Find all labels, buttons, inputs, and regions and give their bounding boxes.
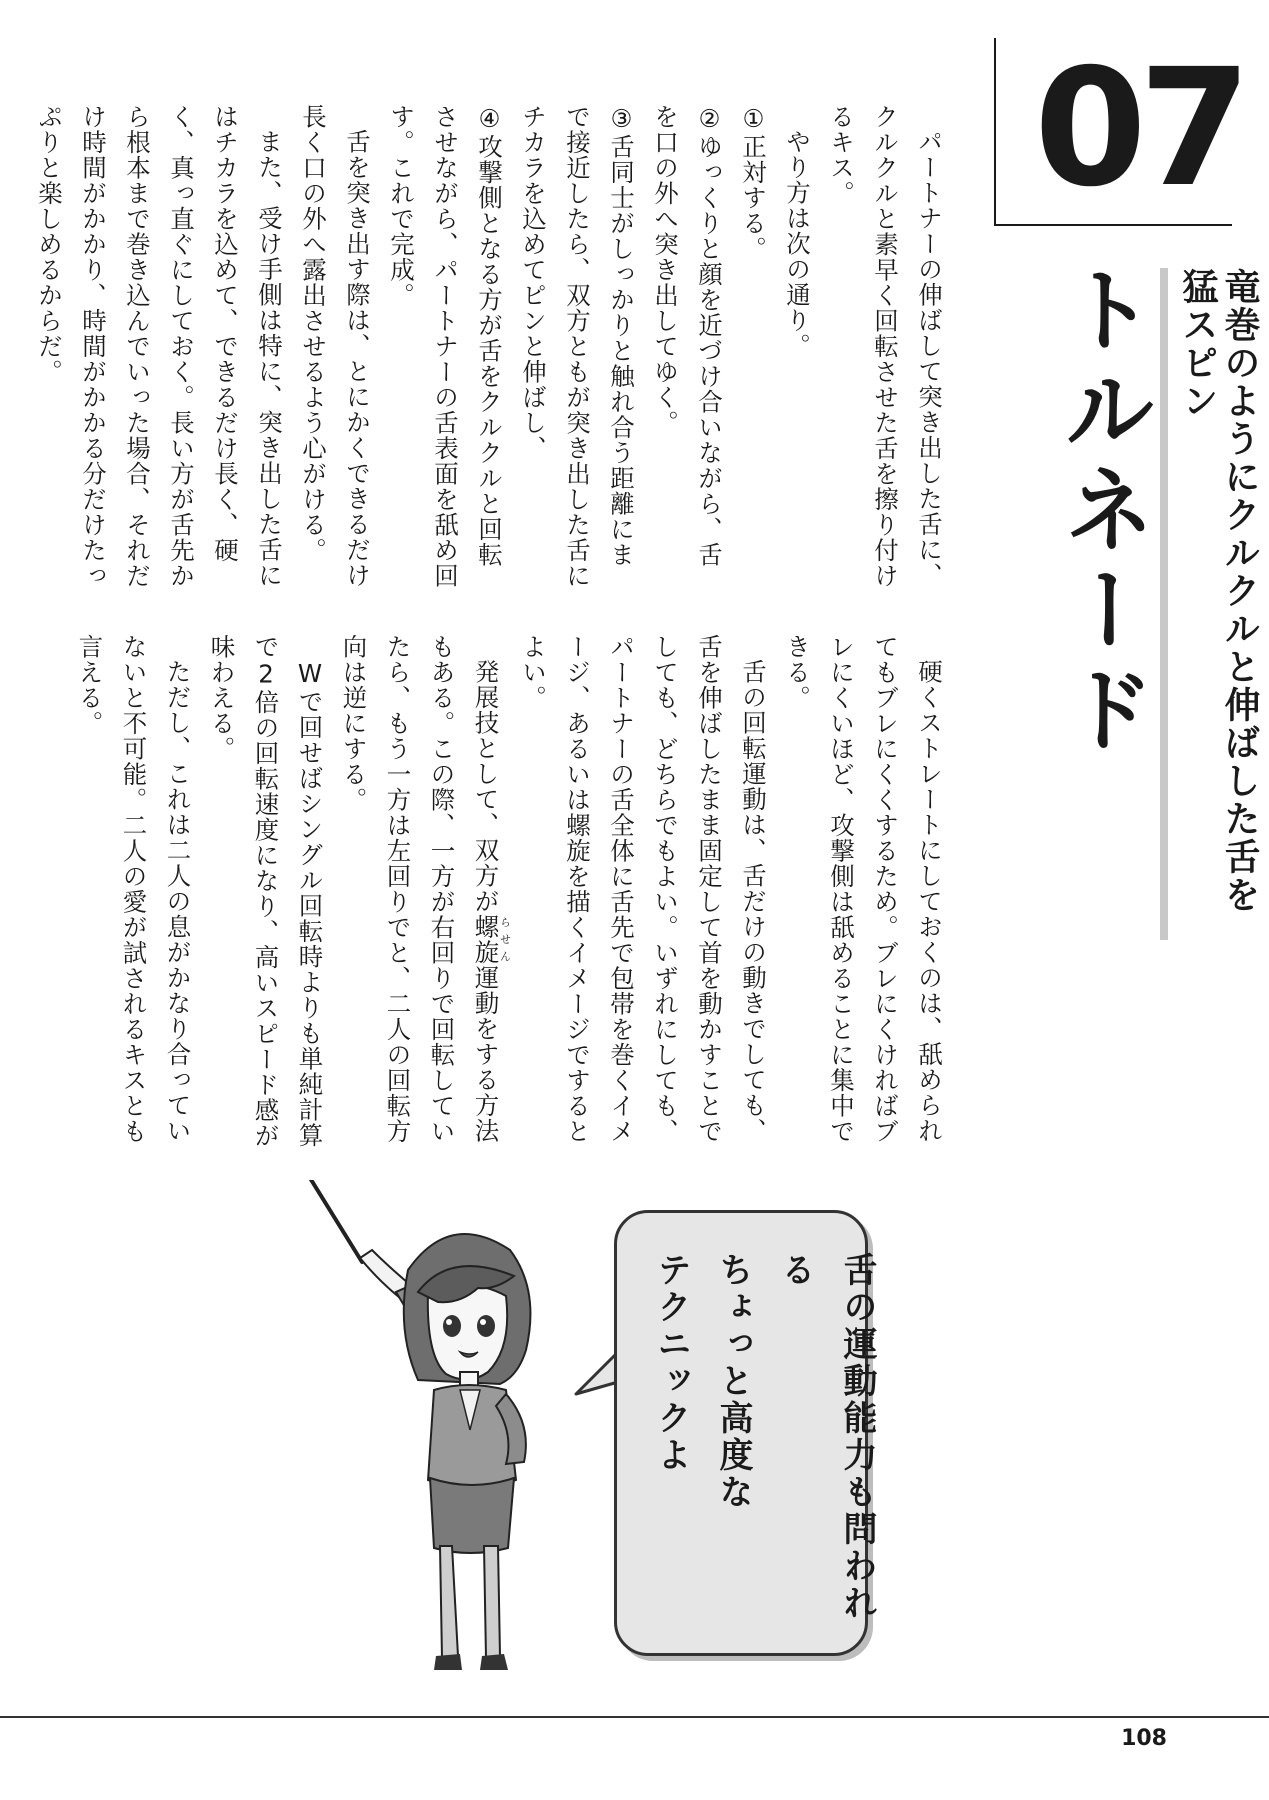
paragraph: やり方は次の通り。 — [783, 128, 812, 358]
paragraph: また、受け手側は特に、突き出した舌にはチカラを込めて、できるだけ長く、硬く、真っ直ぐにしておく。長い方が舌先から根本まで巻き込んでいった場合、それだけ時間がかかり、時間がかかる分だけたっぷりと楽しめるからだ。 — [35, 104, 284, 589]
page-number: 108 — [1121, 1726, 1167, 1751]
body-text-lower — [75, 634, 951, 1154]
bubble-line: 舌の運動能力も問われる — [775, 1252, 877, 1622]
step-item: ②ゆっくりと顔を近づけ合いながら、舌を口の外へ突き出してゆく。 — [651, 104, 724, 568]
chapter-number-box — [994, 35, 1244, 226]
chapter-subtitle: 竜巻のようにクルクルと伸ばした舌を猛スピン — [1160, 268, 1260, 940]
text-span: 発展技として、双方が — [471, 658, 501, 914]
bubble-line: テクニックよ — [651, 1252, 691, 1474]
step-item: ④攻撃側となる方が舌をクルクルと回転させながら、パートナーの舌表面を舐め回す。これで完成。 — [387, 104, 504, 589]
paragraph: 舌を突き出す際は、とにかくできるだけ長く口の外へ露出させるよう心がける。 — [299, 104, 372, 588]
paragraph: パートナーの伸ばして突き出した舌に、クルクルと素早く回転させた舌を擦り付けるキス。 — [827, 104, 944, 589]
chapter-title: トルネード — [1049, 262, 1156, 762]
teacher-character-illustration — [300, 1180, 600, 1680]
ruby-reading: らせん — [498, 913, 512, 965]
paragraph: 硬くストレートにしておくのは、舐められてもブレにくくするため。ブレにくければブレにくいほど、攻撃側は舐めることに集中できる。 — [783, 634, 944, 1144]
speech-bubble-text — [640, 1252, 888, 1632]
text-span: 運動をする方法もある。この際、一方が右回りで回転していたら、もう一方は左回りでと、二人の回転方向は逆にする。 — [339, 634, 501, 1144]
body-text-upper — [35, 104, 951, 590]
chapter-number: 07 — [1034, 35, 1244, 223]
ruby-word — [471, 913, 512, 965]
bubble-line: ちょっと高度な — [713, 1252, 753, 1511]
footer-rule — [0, 1716, 1269, 1718]
ruby-base: 螺旋 — [471, 913, 501, 965]
paragraph: ただし、これは二人の息がかなり合っていないと不可能。二人の愛が試されるキスとも言える。 — [75, 634, 193, 1144]
step-item: ③舌同士がしっかりと触れ合う距離にまで接近したら、双方ともが突き出した舌にチカラを込めてピンと伸ばし、 — [519, 104, 636, 589]
paragraph — [332, 634, 512, 1154]
paragraph: Wで回せばシングル回転時よりも単純計算で2倍の回転速度になり、高いスピード感が味わえる。 — [207, 634, 325, 1149]
paragraph: 舌の回転運動は、舌だけの動きでしても、舌を伸ばしたまま固定して首を動かすことでしても、どちらでもよい。いずれにしても、パートナーの舌全体に舌先で包帯を巻くイメージ、あるいは螺旋を描くイメージでするとよい。 — [519, 634, 768, 1144]
step-item: ①正対する。 — [739, 104, 768, 262]
